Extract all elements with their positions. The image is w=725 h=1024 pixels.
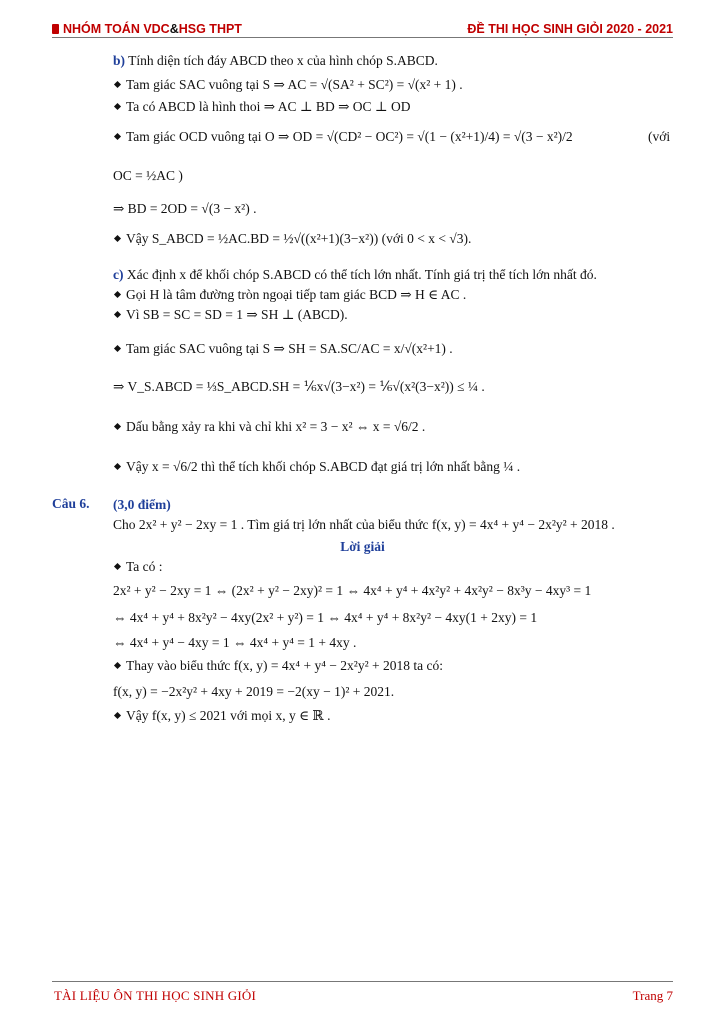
solution-step-4 <box>113 657 443 675</box>
header-left-suffix: HSG THPT <box>178 22 242 36</box>
solution-ta-co <box>113 558 163 576</box>
part-c-line-6 <box>113 458 520 476</box>
question-6-label: Câu 6. <box>52 496 90 511</box>
solution-step-1: 2x² + y² − 2xy = 1 ⇔ (2x² + y² − 2xy)² = 1 ⇔ 4x⁴ + y⁴ + 4x²y² + 4x²y² − 8x³y − 4xy³ = 1 <box>113 583 592 598</box>
header-left-prefix: NHÓM TOÁN VDC <box>63 22 170 36</box>
part-b-line-6 <box>113 230 471 248</box>
part-b-title-text: Tính diện tích đáy ABCD theo x của hình chóp S.ABCD. <box>128 53 438 68</box>
question-6-points: (3,0 điểm) <box>113 497 171 512</box>
solution-step-4-text: Thay vào biểu thức f(x, y) = 4x⁴ + y⁴ − 2x²y² + 2018 ta có: <box>126 658 443 673</box>
part-c-line-1-text: Gọi H là tâm đường tròn ngoại tiếp tam giác BCD ⇒ H ∈ AC . <box>126 287 467 302</box>
solution-step-3: ⇔ 4x⁴ + y⁴ − 4xy = 1 ⇔ 4x⁴ + y⁴ = 1 + 4xy . <box>113 635 357 650</box>
bullet-icon <box>114 235 121 242</box>
bullet-icon <box>114 133 121 140</box>
bullet-icon <box>114 463 121 470</box>
part-b-line-2-text: Ta có ABCD là hình thoi ⇒ AC ⊥ BD ⇒ OC ⊥ OD <box>126 99 411 114</box>
solution-ta-co-text: Ta có : <box>126 559 163 574</box>
solution-step-6-text: Vậy f(x, y) ≤ 2021 với mọi x, y ∈ ℝ . <box>126 708 331 723</box>
part-b-line-3-text: Tam giác OCD vuông tại O ⇒ OD = √(CD² − OC²) = √(1 − (x²+1)/4) = √(3 − x²)/2 <box>126 129 573 144</box>
part-c-line-5-text: Dấu bằng xảy ra khi và chỉ khi x² = 3 − x² ⇔ x = √6/2 . <box>126 419 426 434</box>
header-divider <box>52 37 673 38</box>
bullet-icon <box>114 291 121 298</box>
footer-left: TÀI LIỆU ÔN THI HỌC SINH GIỎI <box>54 988 256 1003</box>
part-c-line-1 <box>113 286 466 304</box>
question-6-problem: Cho 2x² + y² − 2xy = 1 . Tìm giá trị lớn nhất của biểu thức f(x, y) = 4x⁴ + y⁴ − 2x²y² + 2018 . <box>113 517 615 532</box>
footer-divider <box>52 981 673 982</box>
bullet-icon <box>114 423 121 430</box>
bullet-icon <box>114 345 121 352</box>
part-b-title <box>113 52 438 70</box>
solution-step-5: f(x, y) = −2x²y² + 4xy + 2019 = −2(xy − 1)² + 2021. <box>113 684 395 699</box>
part-c-title <box>113 266 597 284</box>
part-b-line-5: ⇒ BD = 2OD = √(3 − x²) . <box>113 201 257 216</box>
part-c-line-4: ⇒ V_S.ABCD = ⅓S_ABCD.SH = ⅙x√(3−x²) = ⅙√(x²(3−x²)) ≤ ¼ . <box>113 379 485 394</box>
solution-step-2: ⇔ 4x⁴ + y⁴ + 8x²y² − 4xy(2x² + y²) = 1 ⇔ 4x⁴ + y⁴ + 8x²y² − 4xy(1 + 2xy) = 1 <box>113 610 538 625</box>
page-number: Trang 7 <box>632 988 673 1003</box>
bullet-icon <box>114 563 121 570</box>
part-b-label: b) <box>113 53 126 68</box>
header-left-amp: & <box>169 22 179 36</box>
header-left <box>52 22 242 36</box>
part-b-line-3-tail: (với <box>648 129 671 144</box>
solution-step-6 <box>113 707 331 725</box>
part-c-line-2-text: Vì SB = SC = SD = 1 ⇒ SH ⊥ (ABCD). <box>126 307 348 322</box>
part-c-title-text: Xác định x để khối chóp S.ABCD có thể tích lớn nhất. Tính giá trị thể tích lớn nhất đó. <box>126 267 597 282</box>
part-b-line-3 <box>113 128 573 146</box>
part-b-line-4: OC = ½AC ) <box>113 168 183 183</box>
part-c-line-2 <box>113 306 348 324</box>
part-b-line-1 <box>113 76 463 94</box>
book-icon <box>52 24 59 34</box>
part-c-line-3 <box>113 340 453 358</box>
bullet-icon <box>114 81 121 88</box>
bullet-icon <box>114 712 121 719</box>
part-c-line-3-text: Tam giác SAC vuông tại S ⇒ SH = SA.SC/AC = x/√(x²+1) . <box>126 341 453 356</box>
part-c-line-6-text: Vậy x = √6/2 thì thể tích khối chóp S.ABCD đạt giá trị lớn nhất bằng ¼ . <box>126 459 521 474</box>
part-b-line-1-text: Tam giác SAC vuông tại S ⇒ AC = √(SA² + SC²) = √(x² + 1) . <box>126 77 463 92</box>
bullet-icon <box>114 103 121 110</box>
part-b-line-2 <box>113 98 410 116</box>
bullet-icon <box>114 311 121 318</box>
part-b-line-6-text: Vậy S_ABCD = ½AC.BD = ½√((x²+1)(3−x²)) (với 0 < x < √3). <box>126 231 472 246</box>
part-c-label: c) <box>113 267 124 282</box>
header-right: ĐỀ THI HỌC SINH GIỎI 2020 - 2021 <box>467 22 673 36</box>
bullet-icon <box>114 662 121 669</box>
solution-title: Lời giải <box>340 539 385 554</box>
part-c-line-5 <box>113 418 425 436</box>
